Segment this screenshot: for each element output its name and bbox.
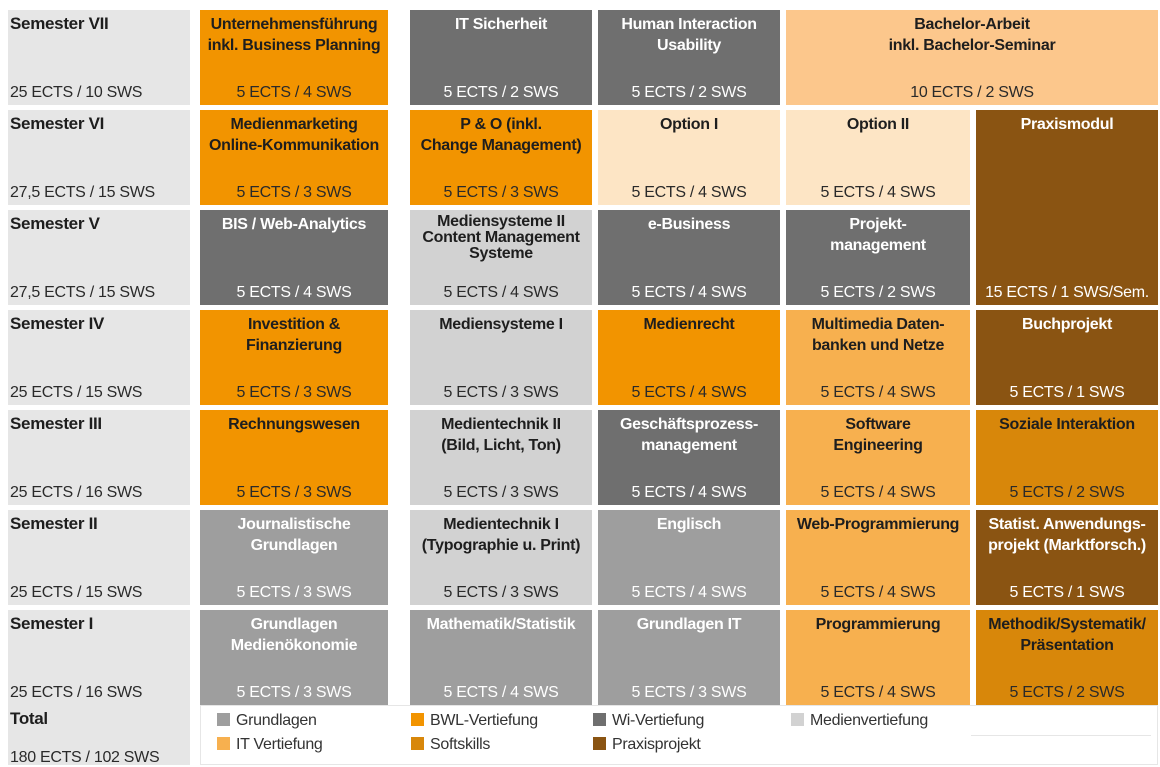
semester-ects: 25 ECTS / 10 SWS — [10, 84, 143, 101]
legend-label: Grundlagen — [236, 712, 317, 729]
module-title-line: Rechnungswesen — [228, 416, 360, 433]
legend-item-grundlagen — [217, 712, 317, 730]
semester-ects: 27,5 ECTS / 15 SWS — [10, 284, 155, 301]
module-title-line: Multimedia Daten- — [811, 316, 945, 333]
module-ects: 5 ECTS / 2 SWS — [631, 84, 747, 101]
semester-title: Semester I — [10, 614, 93, 633]
module-ects: 5 ECTS / 3 SWS — [236, 684, 352, 701]
module-title — [786, 214, 970, 256]
legend-swatch-bwl — [411, 713, 424, 726]
module-cell — [786, 310, 970, 405]
module-cell — [976, 310, 1158, 405]
module-cell — [976, 510, 1158, 605]
module-ects: 5 ECTS / 4 SWS — [820, 684, 936, 701]
module-title-line: banken und Netze — [811, 337, 945, 354]
module-title-line: Journalistische — [237, 516, 351, 533]
module-ects: 5 ECTS / 1 SWS — [1009, 384, 1125, 401]
module-cell — [786, 510, 970, 605]
module-ects: 5 ECTS / 2 SWS — [1009, 684, 1125, 701]
module-title — [786, 514, 970, 535]
module-title — [410, 314, 592, 335]
module-title-line: Grundlagen — [250, 616, 338, 633]
module-title-line: P & O (inkl. — [460, 116, 542, 133]
module-ects: 5 ECTS / 4 SWS — [236, 284, 352, 301]
semester-label — [8, 110, 190, 205]
legend-label: Praxisprojekt — [612, 736, 701, 753]
module-title — [786, 414, 970, 456]
module-ects: 5 ECTS / 3 SWS — [236, 184, 352, 201]
module-ects: 5 ECTS / 4 SWS — [631, 384, 747, 401]
module-cell — [410, 510, 592, 605]
legend — [200, 705, 1158, 765]
module-cell — [976, 110, 1158, 305]
module-title — [598, 14, 780, 56]
module-cell — [200, 410, 388, 505]
module-ects: 5 ECTS / 4 SWS — [443, 284, 559, 301]
module-title-line: Unternehmensführung — [210, 16, 378, 33]
semester-title: Semester III — [10, 414, 102, 433]
legend-swatch-medien — [791, 713, 804, 726]
module-title — [786, 14, 1158, 56]
legend-swatch-grundlagen — [217, 713, 230, 726]
module-title-line: Geschäftsprozess- — [619, 416, 759, 433]
module-ects: 5 ECTS / 4 SWS — [820, 584, 936, 601]
module-title — [410, 14, 592, 35]
module-title-line: Medienmarketing — [230, 116, 358, 133]
module-title — [200, 414, 388, 435]
module-ects: 5 ECTS / 4 SWS — [631, 484, 747, 501]
semester-title: Semester VI — [10, 114, 105, 133]
legend-item-praxis — [593, 736, 701, 754]
module-title-line: Human Interaction — [621, 16, 757, 33]
module-title-line: inkl. Business Planning — [207, 37, 381, 54]
module-ects: 5 ECTS / 4 SWS — [631, 584, 747, 601]
semester-label — [8, 410, 190, 505]
module-title-line: Statist. Anwendungs- — [988, 516, 1146, 533]
module-cell — [410, 110, 592, 205]
module-title-line: Projekt- — [849, 216, 907, 233]
legend-label: Softskills — [430, 736, 491, 753]
module-ects: 5 ECTS / 3 SWS — [236, 484, 352, 501]
semester-title: Semester IV — [10, 314, 105, 333]
module-ects: 10 ECTS / 2 SWS — [910, 84, 1034, 101]
module-cell — [200, 310, 388, 405]
module-ects: 5 ECTS / 3 SWS — [236, 384, 352, 401]
total-label — [8, 705, 190, 765]
module-ects: 5 ECTS / 3 SWS — [236, 584, 352, 601]
module-title-line: Präsentation — [1020, 637, 1114, 654]
legend-swatch-softskills — [411, 737, 424, 750]
module-title — [200, 514, 388, 556]
module-ects: 5 ECTS / 3 SWS — [443, 184, 559, 201]
legend-item-softskills — [411, 736, 490, 754]
module-title — [410, 214, 592, 262]
module-ects: 5 ECTS / 4 SWS — [631, 284, 747, 301]
total-ects: 180 ECTS / 102 SWS — [10, 749, 160, 766]
semester-ects: 27,5 ECTS / 15 SWS — [10, 184, 155, 201]
semester-label — [8, 10, 190, 105]
module-title-line: Engineering — [833, 437, 923, 454]
module-cell — [598, 110, 780, 205]
module-cell — [200, 610, 388, 705]
module-title-line: Finanzierung — [246, 337, 342, 354]
legend-label: BWL-Vertiefung — [430, 712, 538, 729]
semester-ects: 25 ECTS / 15 SWS — [10, 584, 143, 601]
semester-title: Semester V — [10, 214, 100, 233]
semester-ects: 25 ECTS / 15 SWS — [10, 384, 143, 401]
module-title — [598, 314, 780, 335]
module-title — [410, 614, 592, 635]
module-title — [786, 614, 970, 635]
module-title — [410, 414, 592, 456]
module-title — [410, 114, 592, 156]
module-title-line: inkl. Bachelor-Seminar — [888, 37, 1056, 54]
module-title-line: Web-Programmierung — [796, 516, 960, 533]
module-title-line: Programmierung — [815, 616, 941, 633]
module-cell — [976, 410, 1158, 505]
legend-divider — [971, 735, 1151, 736]
module-cell — [598, 310, 780, 405]
module-cell — [598, 410, 780, 505]
module-title-line: Change Management) — [420, 137, 582, 154]
legend-swatch-wi — [593, 713, 606, 726]
module-title — [598, 514, 780, 535]
module-title-line: Usability — [657, 37, 721, 54]
legend-label: IT Vertiefung — [236, 736, 323, 753]
module-title-line: Soziale Interaktion — [999, 416, 1135, 433]
module-title-line: Buchprojekt — [1021, 316, 1113, 333]
module-title-line: BIS / Web-Analytics — [221, 216, 367, 233]
module-title — [786, 114, 970, 135]
module-cell — [200, 210, 388, 305]
module-title-line: Englisch — [656, 516, 722, 533]
total-title: Total — [10, 709, 48, 728]
module-cell — [786, 10, 1158, 105]
module-title — [200, 614, 388, 656]
module-ects: 5 ECTS / 4 SWS — [820, 384, 936, 401]
module-title — [976, 114, 1158, 135]
module-title — [598, 614, 780, 635]
module-ects: 5 ECTS / 2 SWS — [443, 84, 559, 101]
module-title-line: Mediensysteme II — [437, 213, 565, 230]
module-cell — [410, 610, 592, 705]
module-cell — [786, 610, 970, 705]
semester-title: Semester II — [10, 514, 98, 533]
module-cell — [200, 510, 388, 605]
semester-ects: 25 ECTS / 16 SWS — [10, 684, 143, 701]
module-title — [200, 114, 388, 156]
module-title — [598, 114, 780, 135]
semester-title: Semester VII — [10, 14, 109, 33]
module-title-line: Investition & — [247, 316, 341, 333]
module-title-line: Grundlagen — [250, 537, 338, 554]
module-ects: 5 ECTS / 2 SWS — [820, 284, 936, 301]
semester-label — [8, 510, 190, 605]
legend-item-medien — [791, 712, 928, 730]
legend-swatch-praxis — [593, 737, 606, 750]
module-cell — [786, 210, 970, 305]
legend-item-it — [217, 736, 323, 754]
module-title-line: Mathematik/Statistik — [426, 616, 576, 633]
module-title — [786, 314, 970, 356]
module-title-line: Mediensysteme I — [439, 316, 563, 333]
module-title-line: Option II — [846, 116, 910, 133]
module-ects: 5 ECTS / 4 SWS — [443, 684, 559, 701]
module-cell — [786, 110, 970, 205]
module-title-line: Software — [845, 416, 911, 433]
module-cell — [598, 10, 780, 105]
module-title-line: (Bild, Licht, Ton) — [441, 437, 561, 454]
module-ects: 5 ECTS / 1 SWS — [1009, 584, 1125, 601]
module-cell — [598, 510, 780, 605]
module-title — [976, 514, 1158, 556]
module-title — [976, 414, 1158, 435]
module-cell — [598, 610, 780, 705]
module-title-line: Medienrecht — [643, 316, 735, 333]
module-title — [598, 414, 780, 456]
module-title — [200, 214, 388, 235]
module-title — [200, 14, 388, 56]
legend-swatch-it — [217, 737, 230, 750]
legend-item-bwl — [411, 712, 538, 730]
legend-label: Medienvertiefung — [810, 712, 928, 729]
semester-label — [8, 310, 190, 405]
module-ects: 15 ECTS / 1 SWS/Sem. — [985, 284, 1149, 301]
module-ects: 5 ECTS / 4 SWS — [236, 84, 352, 101]
module-cell — [410, 310, 592, 405]
module-cell — [410, 210, 592, 305]
module-cell — [976, 610, 1158, 705]
module-title — [976, 614, 1158, 656]
module-title-line: Online-Kommunikation — [208, 137, 379, 154]
module-cell — [786, 410, 970, 505]
module-ects: 5 ECTS / 3 SWS — [443, 384, 559, 401]
module-cell — [200, 10, 388, 105]
module-ects: 5 ECTS / 3 SWS — [443, 484, 559, 501]
module-ects: 5 ECTS / 4 SWS — [631, 184, 747, 201]
module-ects: 5 ECTS / 3 SWS — [631, 684, 747, 701]
module-title-line: management — [830, 237, 926, 254]
module-title-line: management — [641, 437, 737, 454]
semester-label — [8, 610, 190, 705]
module-ects: 5 ECTS / 4 SWS — [820, 184, 936, 201]
module-cell — [410, 10, 592, 105]
module-title-line: (Typographie u. Print) — [421, 537, 581, 554]
module-ects: 5 ECTS / 4 SWS — [820, 484, 936, 501]
module-title-line: Methodik/Systematik/ — [988, 616, 1146, 633]
module-title-line: projekt (Marktforsch.) — [988, 537, 1146, 554]
module-title-line: IT Sicherheit — [454, 16, 548, 33]
module-cell — [598, 210, 780, 305]
module-cell — [200, 110, 388, 205]
module-title-line: Grundlagen IT — [636, 616, 742, 633]
module-ects: 5 ECTS / 3 SWS — [443, 584, 559, 601]
legend-item-wi — [593, 712, 704, 730]
module-ects: 5 ECTS / 2 SWS — [1009, 484, 1125, 501]
semester-ects: 25 ECTS / 16 SWS — [10, 484, 143, 501]
module-title-line: Bachelor-Arbeit — [914, 16, 1030, 33]
module-title-line: Content Management — [422, 229, 580, 246]
semester-label — [8, 210, 190, 305]
module-title-line: Medientechnik II — [441, 416, 561, 433]
legend-label: Wi-Vertiefung — [612, 712, 705, 729]
module-title — [410, 514, 592, 556]
module-title-line: Systeme — [469, 245, 533, 262]
module-title — [200, 314, 388, 356]
module-title-line: e-Business — [647, 216, 731, 233]
module-title-line: Option I — [659, 116, 719, 133]
module-title-line: Medientechnik I — [443, 516, 559, 533]
module-title-line: Praxismodul — [1020, 116, 1114, 133]
module-cell — [410, 410, 592, 505]
module-title — [976, 314, 1158, 335]
module-title — [598, 214, 780, 235]
module-title-line: Medienökonomie — [230, 637, 358, 654]
